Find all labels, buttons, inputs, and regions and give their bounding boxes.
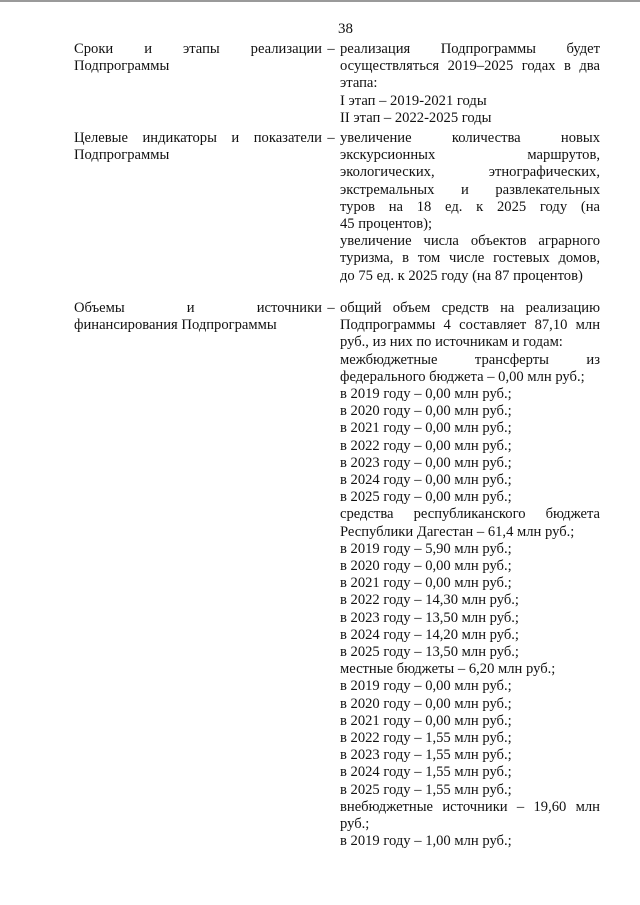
value-line: в 2022 году – 14,30 млн руб.; <box>340 592 519 609</box>
row-label-line: Подпрограммы <box>74 58 170 75</box>
value-line: в 2024 году – 14,20 млн руб.; <box>340 626 519 643</box>
value-line: в 2021 году – 0,00 млн руб.; <box>340 712 512 729</box>
row-label-line: Объемы и источники <box>74 300 322 316</box>
row-value <box>340 300 600 851</box>
row-label-line: Целевые индикаторы и показатели <box>74 130 322 146</box>
value-line: в 2025 году – 0,00 млн руб.; <box>340 489 512 506</box>
value-line: экологических, этнографических, <box>340 164 600 181</box>
value-line: в 2020 году – 0,00 млн руб.; <box>340 695 512 712</box>
value-line: I этап – 2019-2021 годы <box>340 92 487 109</box>
value-line: в 2019 году – 0,00 млн руб.; <box>340 678 512 695</box>
value-line: в 2021 году – 0,00 млн руб.; <box>340 420 512 437</box>
value-line: в 2024 году – 1,55 млн руб.; <box>340 764 512 781</box>
value-line: местные бюджеты – 6,20 млн руб.; <box>340 661 556 678</box>
row-label-line: Сроки и этапы реализации <box>74 41 322 57</box>
row-dash: – <box>327 300 335 316</box>
row-label <box>74 300 322 334</box>
value-line: осуществляться 2019–2025 годах в два <box>340 58 600 75</box>
value-line: в 2024 году – 0,00 млн руб.; <box>340 472 512 489</box>
value-line: в 2025 году – 13,50 млн руб.; <box>340 644 519 661</box>
row-label-line: Подпрограммы <box>74 147 170 164</box>
value-line: в 2019 году – 1,00 млн руб.; <box>340 833 512 850</box>
value-line: увеличение числа объектов аграрного <box>340 233 600 250</box>
value-line: увеличение количества новых <box>340 130 600 146</box>
value-line: в 2022 году – 0,00 млн руб.; <box>340 437 512 454</box>
value-line: межбюджетные трансферты из <box>340 351 600 368</box>
row-value <box>340 130 600 285</box>
row-label-line: финансирования Подпрограммы <box>74 317 277 334</box>
value-line: в 2021 году – 0,00 млн руб.; <box>340 575 512 592</box>
page-number: 38 <box>338 21 353 37</box>
value-line: в 2023 году – 13,50 млн руб.; <box>340 609 519 626</box>
value-line: Подпрограммы 4 составляет 87,10 млн <box>340 317 600 334</box>
value-line: в 2020 году – 0,00 млн руб.; <box>340 403 512 420</box>
value-line: в 2023 году – 1,55 млн руб.; <box>340 747 512 764</box>
row-dash: – <box>327 130 335 146</box>
value-line: федерального бюджета – 0,00 млн руб.; <box>340 368 585 385</box>
row-label <box>74 41 322 75</box>
value-line: экстремальных и развлекательных <box>340 181 600 198</box>
value-line: в 2019 году – 0,00 млн руб.; <box>340 386 512 403</box>
value-line: общий объем средств на реализацию <box>340 300 600 316</box>
value-line: II этап – 2022-2025 годы <box>340 109 492 126</box>
row-value <box>340 41 600 127</box>
value-line: Республики Дагестан – 61,4 млн руб.; <box>340 523 575 540</box>
value-line: 45 процентов); <box>340 216 433 233</box>
page-top-edge <box>0 0 640 2</box>
value-line: внебюджетные источники – 19,60 млн <box>340 798 600 815</box>
value-line: в 2022 году – 1,55 млн руб.; <box>340 730 512 747</box>
row-dash: – <box>327 41 335 57</box>
value-line: реализация Подпрограммы будет <box>340 41 600 57</box>
value-line: этапа: <box>340 75 378 92</box>
value-line: руб., из них по источникам и годам: <box>340 334 563 351</box>
value-line: туров на 18 ед. к 2025 году (на <box>340 198 600 215</box>
value-line: средства республиканского бюджета <box>340 506 600 523</box>
value-line: туризма, в том числе гостевых домов, <box>340 250 600 267</box>
value-line: экскурсионных маршрутов, <box>340 147 600 164</box>
row-label <box>74 130 322 164</box>
value-line: в 2019 году – 5,90 млн руб.; <box>340 540 512 557</box>
value-line: в 2020 году – 0,00 млн руб.; <box>340 558 512 575</box>
value-line: в 2023 году – 0,00 млн руб.; <box>340 454 512 471</box>
value-line: руб.; <box>340 816 370 833</box>
value-line: до 75 ед. к 2025 году (на 87 процентов) <box>340 267 583 284</box>
value-line: в 2025 году – 1,55 млн руб.; <box>340 781 512 798</box>
